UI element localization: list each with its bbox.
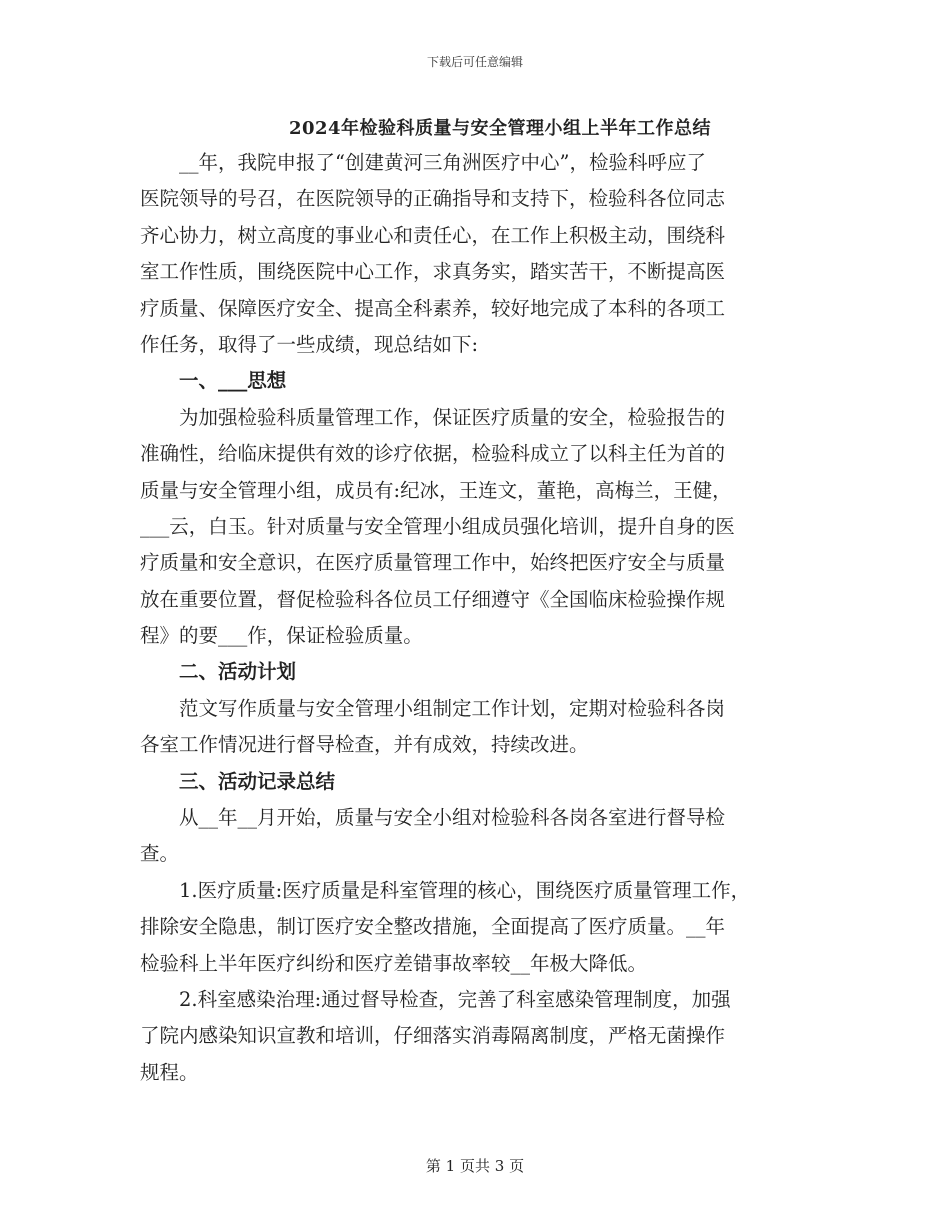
body-line: 各室工作情况进行督导检查，并有成效，持续改进。 <box>140 733 589 757</box>
body-line: 规程。 <box>140 1060 199 1084</box>
body-line: 质量与安全管理小组，成员有:纪冰，王连文，董艳，高梅兰，王健， <box>140 478 732 502</box>
body-line: 1.医疗质量:医疗质量是科室管理的核心，围绕医疗质量管理工作， <box>140 878 751 902</box>
body-line: 放在重要位置，督促检验科各位员工仔细遵守《全国临床检验操作规 <box>140 587 726 611</box>
body-line: 了院内感染知识宣教和培训，仔细落实消毒隔离制度，严格无菌操作 <box>140 1024 726 1048</box>
body-line: 疗质量和安全意识，在医疗质量管理工作中，始终把医疗安全与质量 <box>140 551 726 575</box>
body-line: 从__年__月开始，质量与安全小组对检验科各岗各室进行督导检 <box>140 806 726 830</box>
body-line: ___云，白玉。针对质量与安全管理小组成员强化培训，提升自身的医 <box>140 514 735 538</box>
body-line: 查。 <box>140 842 180 866</box>
body-line: 疗质量、保障医疗安全、提高全科素养，较好地完成了本科的各项工 <box>140 296 726 320</box>
body-line: 作任务，取得了一些成绩，现总结如下: <box>140 332 479 356</box>
section-heading: 三、活动记录总结 <box>140 769 336 793</box>
section-heading: 一、___思想 <box>140 369 287 393</box>
body-line: 齐心协力，树立高度的事业心和责任心，在工作上积极主动，围绕科 <box>140 223 726 247</box>
body-line: 排除安全隐患，制订医疗安全整改措施，全面提高了医疗质量。__年 <box>140 915 726 939</box>
body-line: __年，我院申报了“创建黄河三角洲医疗中心”，检验科呼应了 <box>140 151 706 174</box>
body-line: 2.科室感染治理:通过督导检查，完善了科室感染管理制度，加强 <box>140 987 731 1011</box>
body-line: 准确性，给临床提供有效的诊疗依据，检验科成立了以科主任为首的 <box>140 442 726 466</box>
body-line: 为加强检验科质量管理工作，保证医疗质量的安全，检验报告的 <box>140 405 726 429</box>
section-heading: 二、活动计划 <box>140 660 297 684</box>
body-line: 范文写作质量与安全管理小组制定工作计划，定期对检验科各岗 <box>140 696 726 720</box>
body-line: 检验科上半年医疗纠纷和医疗差错事故率较__年极大降低。 <box>140 951 648 975</box>
body-line: 程》的要___作，保证检验质量。 <box>140 624 423 648</box>
body-line: 室工作性质，围绕医院中心工作，求真务实，踏实苦干，不断提高医 <box>140 260 726 284</box>
body-line: 医院领导的号召，在医院领导的正确指导和支持下，检验科各位同志 <box>140 187 726 211</box>
page-header: 下载后可任意编辑 <box>426 55 523 69</box>
document-title: 2024年检验科质量与安全管理小组上半年工作总结 <box>288 118 712 139</box>
document-body <box>140 145 806 1091</box>
page-footer: 第 1 页共 3 页 <box>425 1157 525 1175</box>
